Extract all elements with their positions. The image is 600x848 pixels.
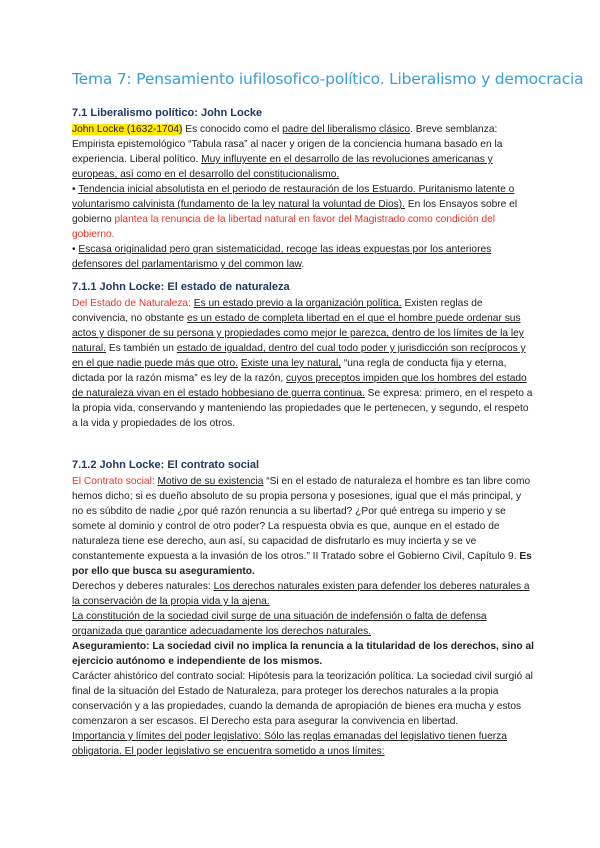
text-run: . xyxy=(301,259,305,270)
underlined-text: cuyos preceptos impiden que los hombres del estado de naturaleza vivan en el estado hobbesiano de guerra continua. xyxy=(72,373,527,399)
paragraph-estado-naturaleza xyxy=(72,296,534,431)
underlined-text: Importancia y límites del poder legislativo: Sólo las reglas emanadas del legislativo tienen fuerza obligatoria. El poder legislativo se encuentra sometido a unos límites: xyxy=(72,731,507,757)
red-text: plantea la renuncia de la libertad natural en favor del Magistrado como condición del gobierno. xyxy=(72,214,496,240)
section-body-liberalismo xyxy=(72,122,534,272)
underlined-text: estado de igualdad, dentro del cual todo poder y jurisdicción son recíprocos y en el que nadie puede más que otro. xyxy=(72,343,526,369)
paragraph-poder-legislativo xyxy=(72,729,534,759)
bullet-tendencia-absolutista xyxy=(72,182,534,242)
underlined-text: Motivo de su existencia xyxy=(157,476,264,487)
paragraph-locke-intro xyxy=(72,122,534,182)
underlined-text: Tendencia inicial absolutista en el periodo de restauración de los Estuardo. Puritanismo latente o voluntarismo calvinista (fundamento de la ley natural la voluntad de Dios). xyxy=(72,184,515,210)
paragraph-derechos-deberes xyxy=(72,579,534,609)
text-run: Derechos y deberes naturales: xyxy=(72,581,214,592)
bullet-mark: • xyxy=(72,184,79,195)
text-run: Es también un xyxy=(105,343,177,354)
underlined-text: Escasa originalidad pero gran sistematicidad, recoge las ideas expuestas por los anteriores defensores del parlamentarismo y del common law xyxy=(72,244,492,270)
section-heading-liberalismo: 7.1 Liberalismo político: John Locke xyxy=(72,107,263,119)
text-run: . Breve semblanza: Empirista epistemológico “Tabula rasa” al nacer y origen de la conciencia humana basado en la experiencia. Liberal político. xyxy=(72,124,503,165)
text-run: “una regla de conducta fija y eterna, dictada por la razón misma” es ley de la razón, xyxy=(72,358,507,384)
red-text: Del Estado de Naturaleza: xyxy=(72,298,194,309)
underlined-text: Existe una ley natural, xyxy=(240,358,342,369)
underlined-text: padre del liberalismo clásico xyxy=(282,124,411,135)
underlined-text: es un estado de completa libertad en el que el hombre puede ordenar sus actos y disponer de su persona y propiedades como mejor le parezca, dentro de los límites de la ley natural. xyxy=(72,313,524,354)
underlined-text: Los derechos naturales existen para defender los deberes naturales a la conservación de la propia vida y la ajena. xyxy=(72,581,530,607)
red-text: El Contrato social: xyxy=(72,476,158,487)
section-heading-contrato-social: 7.1.2 John Locke: El contrato social xyxy=(72,459,260,471)
section-heading-estado-naturaleza: 7.1.1 John Locke: El estado de naturaleza xyxy=(72,281,290,293)
text-run: Se expresa: primero, en el respeto a la propia vida, conservando y manteniendo las propiedades que le pertenecen, y segundo, el respeto a la vida y propiedades de los otros. xyxy=(72,388,533,429)
paragraph-constitucion-sociedad xyxy=(72,609,534,639)
bold-text: Es por ello que busca su aseguramiento. xyxy=(72,551,532,577)
bold-text: Aseguramiento: La sociedad civil no implica la renuncia a la titularidad de los derechos, sino al ejercicio autónomo e independiente de los mismos. xyxy=(72,641,534,667)
underlined-text: La constitución de la sociedad civil surge de una situación de indefensión o falta de defensa organizada que garantice adecuadamente los derechos naturales. xyxy=(72,611,487,637)
text-run: Existen reglas de convivencia, no obstante xyxy=(72,298,483,324)
section-body-contrato-social xyxy=(72,474,534,759)
underlined-text: Muy influyente en el desarrollo de las revoluciones americanas y europeas, así como en el desarrollo del constitucionalismo. xyxy=(72,154,493,180)
paragraph-caracter-ahistorico xyxy=(72,669,534,729)
document-title: Tema 7: Pensamiento iufilosofico-político. Liberalismo y democracia xyxy=(72,70,584,88)
text-run: Carácter ahistórico del contrato social: Hipótesis para la teorización política. La sociedad civil surgió al final de la situación del Estado de Naturaleza, para proteger los derechos naturales a la propia conservación y a las propiedades, cuando la demanda de apropiación de bienes era mucha y estos comenzaron a ser escasos. El Derecho esta para asegurar la convivencia en libertad. xyxy=(72,671,533,727)
underlined-text: Es un estado previo a la organización política. xyxy=(193,298,402,309)
text-run: “Si en el estado de naturaleza el hombre es tan libre como hemos dicho; si es dueño absoluto de su propia persona y posesiones, igual que el más principal, y no es súbdito de nadie ¿por qué razón renuncia a su libertad? ¿Por qué entrega su imperio y se somete al dominio y control de otro poder? La respuesta obvia es que, aunque en el estado de naturaleza tiene ese derecho, aun así, su capacidad de disfrutarlo es muy incierta y se ve constantemente expuesta a la invasión de los otros.” II Tratado sobre el Gobierno Civil, Capítulo 9. xyxy=(72,476,531,562)
section-body-estado-naturaleza xyxy=(72,296,534,431)
bullet-mark: • xyxy=(72,244,79,255)
text-run: Es conocido como el xyxy=(182,124,283,135)
paragraph-contrato-social xyxy=(72,474,534,579)
paragraph-aseguramiento xyxy=(72,639,534,669)
highlighted-locke-name: John Locke (1632-1704) xyxy=(72,124,183,135)
bullet-escasa-originalidad xyxy=(72,242,534,272)
text-run: En los Ensayos sobre el gobierno xyxy=(72,199,518,225)
